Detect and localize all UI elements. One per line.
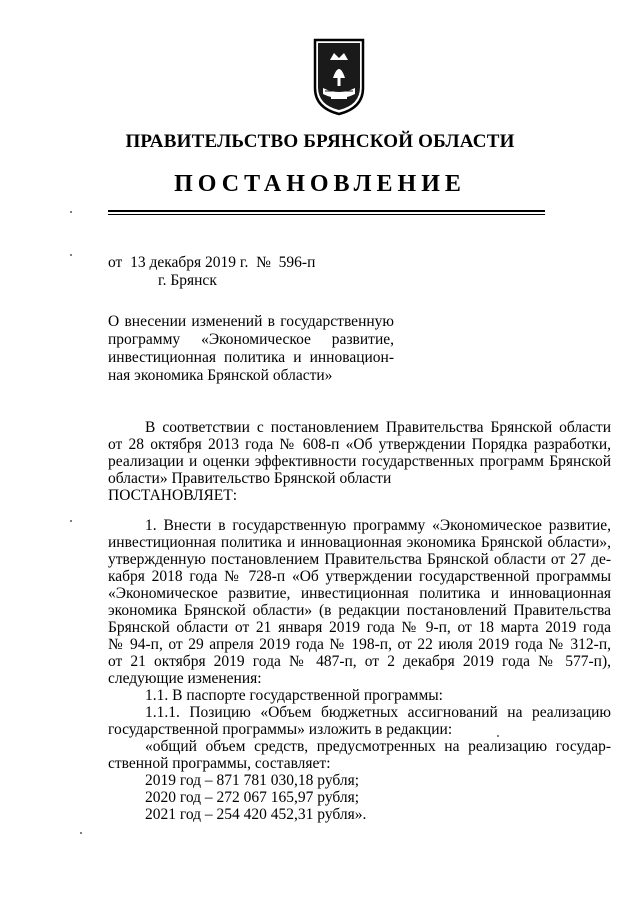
- preamble-paragraph: [108, 419, 611, 504]
- item-1-1-1-line: 1.1.1. Позицию «Объем бюджетных ассигнований на реализацию: [145, 704, 611, 721]
- resolution-word: ПОСТАНОВЛЯЕТ:: [108, 487, 238, 504]
- year-amount-line: 2021 год – 254 420 452,31 рубля».: [145, 806, 367, 823]
- item-1-line: экономика Брянской области» (в редакции постановлений Правительства: [108, 602, 611, 619]
- item-1-line: кабря 2018 года № 728-п «Об утверждении государственной программы: [108, 568, 611, 585]
- item-1-1-line: 1.1. В паспорте государственной программы:: [145, 687, 443, 704]
- document-type-title: ПОСТАНОВЛЕНИЕ: [174, 171, 466, 197]
- scan-speck: [70, 254, 72, 256]
- subject-line: О внесении изменений в государственную: [108, 313, 394, 330]
- scan-speck: [70, 520, 72, 522]
- organization-title: ПРАВИТЕЛЬСТВО БРЯНСКОЙ ОБЛАСТИ: [125, 131, 515, 152]
- preamble-line: области» Правительство Брянской области: [108, 470, 392, 487]
- item-1-line: Брянской области от 21 января 2019 года № 9-п, от 18 марта 2019 года: [108, 619, 611, 636]
- scan-speck: [497, 735, 499, 737]
- document-date-number: от 13 декабря 2019 г. № 596-п: [108, 254, 316, 271]
- subject-line: программу «Экономическое развитие,: [108, 331, 394, 348]
- title-underline: [108, 210, 545, 212]
- scan-speck: [70, 211, 72, 213]
- quote-line: «общий объем средств, предусмотренных на реализацию государ-: [145, 738, 611, 755]
- preamble-line: реализации и оценки эффективности государственных программ Брянской: [108, 453, 611, 470]
- item-1-line: № 94-п, от 29 апреля 2019 года № 198-п, от 22 июля 2019 года № 312-п,: [108, 636, 611, 653]
- item-1-line: утвержденную постановлением Правительства Брянской области от 27 де-: [108, 551, 611, 568]
- quote-line: ственной программы, составляет:: [108, 755, 331, 772]
- preamble-line: В соответствии с постановлением Правительства Брянской области: [145, 419, 611, 436]
- preamble-line: от 28 октября 2013 года № 608-п «Об утверждении Порядка разработки,: [108, 436, 611, 453]
- item-1-line: «Экономическое развитие, инвестиционная политика и инновационная: [108, 585, 611, 602]
- title-underline-thin: [108, 214, 545, 215]
- document-subject: [108, 313, 394, 385]
- bryansk-coat-of-arms-icon: [313, 38, 365, 116]
- item-1-1-1-line: государственной программы» изложить в редакции:: [108, 721, 453, 738]
- document-city: г. Брянск: [158, 272, 217, 289]
- year-amount-line: 2019 год – 871 781 030,18 рубля;: [145, 772, 360, 789]
- item-1-line: от 21 октября 2019 года № 487-п, от 2 декабря 2019 года № 577-п),: [108, 653, 611, 670]
- scan-speck: [80, 832, 82, 834]
- item-1-line: инвестиционная политика и инновационная экономика Брянской области»,: [108, 534, 611, 551]
- year-amount-line: 2020 год – 272 067 165,97 рубля;: [145, 789, 360, 806]
- item-1-line: следующие изменения:: [108, 670, 262, 687]
- subject-line: инвестиционная политика и инновацион-: [108, 349, 394, 366]
- item-1-paragraph: [108, 517, 611, 823]
- subject-line: ная экономика Брянской области»: [108, 367, 333, 384]
- item-1-line: 1. Внести в государственную программу «Экономическое развитие,: [145, 517, 611, 534]
